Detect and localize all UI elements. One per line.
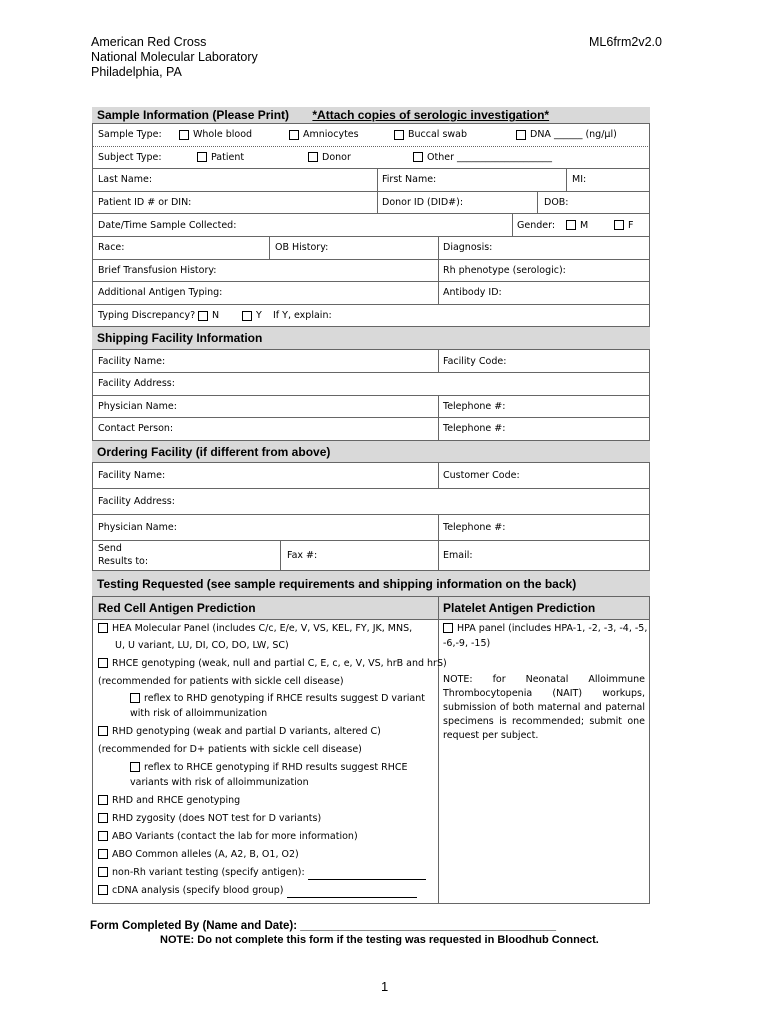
facility-code-field[interactable]: Facility Code: (443, 355, 507, 367)
shipping-address-field[interactable]: Facility Address: (98, 378, 175, 390)
ordering-physician-field[interactable]: Physician Name: (98, 521, 177, 533)
attach-note: *Attach copies of serologic investigation* (312, 108, 550, 122)
shipping-facility-name-field[interactable]: Facility Name: (98, 355, 166, 367)
contact-telephone-field[interactable]: Telephone #: (443, 423, 506, 435)
reflex-rhce-continued: variants with risk of alloimmunization (130, 776, 309, 788)
discrepancy-no-option[interactable]: N (198, 305, 219, 327)
checkbox-icon[interactable] (198, 311, 208, 321)
send-results-row (92, 541, 650, 571)
reflex-rhd-option[interactable]: reflex to RHD genotyping if RHCE results suggest D variant (130, 692, 425, 706)
rhce-recommendation: (recommended for patients with sickle cell disease) (98, 675, 344, 687)
checkbox-icon[interactable] (413, 152, 423, 162)
ordering-physician-row (92, 515, 650, 541)
checkbox-icon[interactable] (130, 693, 140, 703)
rhd-recommendation: (recommended for D+ patients with sickle cell disease) (98, 743, 362, 755)
bloodhub-notice: NOTE: Do not complete this form if the testing was requested in Bloodhub Connect. (160, 934, 599, 946)
checkbox-icon[interactable] (98, 623, 108, 633)
antigen-typing-field[interactable]: Additional Antigen Typing: (98, 287, 223, 299)
discrepancy-yes-option[interactable]: Y (242, 305, 262, 327)
checkbox-icon[interactable] (98, 726, 108, 736)
cdna-option[interactable]: cDNA analysis (specify blood group) (98, 884, 417, 898)
checkbox-icon[interactable] (98, 795, 108, 805)
subject-type-label: Subject Type: (98, 151, 162, 163)
hea-panel-continued: U, U variant, LU, DI, CO, DO, LW, SC) (115, 639, 289, 651)
testing-subheaders (93, 597, 649, 620)
form-id: ML6frm2v2.0 (589, 35, 662, 49)
org-location: Philadelphia, PA (91, 65, 182, 79)
ordering-address-field[interactable]: Facility Address: (98, 495, 175, 507)
last-name-field[interactable]: Last Name: (98, 174, 153, 186)
shipping-physician-row (92, 396, 650, 419)
rhd-zygosity-option[interactable]: RHD zygosity (does NOT test for D variants) (98, 812, 321, 826)
shipping-telephone-field[interactable]: Telephone #: (443, 400, 506, 412)
checkbox-icon[interactable] (98, 658, 108, 668)
checkbox-icon[interactable] (394, 130, 404, 140)
shipping-section-header: Shipping Facility Information (92, 327, 650, 350)
org-name: American Red Cross (91, 35, 207, 49)
checkbox-icon[interactable] (197, 152, 207, 162)
checkbox-icon[interactable] (130, 762, 140, 772)
header-organization (91, 35, 258, 80)
reflex-rhd-continued: with risk of alloimmunization (130, 707, 268, 719)
sample-type-row (92, 124, 650, 147)
diagnosis-field[interactable]: Diagnosis: (443, 242, 493, 254)
customer-code-field[interactable]: Customer Code: (443, 469, 520, 481)
checkbox-icon[interactable] (179, 130, 189, 140)
gender-label: Gender: (517, 219, 556, 231)
shipping-contact-row (92, 418, 650, 441)
race-field[interactable]: Race: (98, 242, 125, 254)
ordering-address-row (92, 489, 650, 515)
abo-common-option[interactable]: ABO Common alleles (A, A2, B, O1, O2) (98, 848, 299, 862)
testing-panel (92, 597, 650, 904)
whole-blood-option[interactable]: Whole blood (179, 124, 252, 146)
rhd-rhce-option[interactable]: RHD and RHCE genotyping (98, 794, 240, 808)
fax-field[interactable]: Fax #: (287, 549, 318, 561)
ordering-telephone-field[interactable]: Telephone #: (443, 521, 506, 533)
sample-section-title: Sample Information (Please Print) (97, 108, 290, 122)
non-rh-blank[interactable] (308, 879, 426, 880)
cdna-blank[interactable] (287, 897, 417, 898)
checkbox-icon[interactable] (98, 831, 108, 841)
subject-type-row (92, 147, 650, 170)
other-option[interactable]: Other ____________________ (413, 147, 552, 169)
gender-m-option[interactable]: M (566, 214, 588, 236)
hpa-panel-continued: -6,-9, -15) (443, 637, 491, 649)
abo-variants-option[interactable]: ABO Variants (contact the lab for more information) (98, 830, 358, 844)
red-cell-title: Red Cell Antigen Prediction (98, 600, 256, 615)
contact-person-field[interactable]: Contact Person: (98, 423, 174, 435)
shipping-address-row (92, 373, 650, 396)
testing-section-header: Testing Requested (see sample requirements and shipping information on the back) (92, 571, 650, 597)
dna-option[interactable]: DNA ______ (ng/µl) (516, 124, 617, 146)
patient-id-field[interactable]: Patient ID # or DIN: (98, 197, 192, 209)
transfusion-field[interactable]: Brief Transfusion History: (98, 264, 217, 276)
race-row (92, 237, 650, 260)
dob-field[interactable]: DOB: (544, 197, 569, 209)
requisition-form (92, 107, 650, 904)
reflex-rhce-option[interactable]: reflex to RHCE genotyping if RHD results suggest RHCE (130, 761, 407, 775)
checkbox-icon[interactable] (98, 867, 108, 877)
checkbox-icon[interactable] (289, 130, 299, 140)
hea-panel-option[interactable]: HEA Molecular Panel (includes C/c, E/e, V, VS, KEL, FY, JK, MNS, (98, 622, 412, 636)
id-row (92, 192, 650, 215)
checkbox-icon[interactable] (308, 152, 318, 162)
checkbox-icon[interactable] (98, 849, 108, 859)
form-completed-by[interactable]: Form Completed By (Name and Date): ________________________________________ (90, 920, 557, 932)
rh-phenotype-field[interactable]: Rh phenotype (serologic): (443, 264, 566, 276)
sample-type-label: Sample Type: (98, 129, 162, 141)
hpa-panel-option[interactable]: HPA panel (includes HPA-1, -2, -3, -4, -5, (443, 622, 647, 636)
donor-option[interactable]: Donor (308, 147, 351, 169)
discrepancy-row (92, 305, 650, 328)
shipping-physician-field[interactable]: Physician Name: (98, 400, 177, 412)
checkbox-icon[interactable] (614, 220, 624, 230)
donor-id-field[interactable]: Donor ID (DID#): (382, 197, 464, 209)
checkbox-icon[interactable] (98, 885, 108, 895)
ordering-section-header: Ordering Facility (if different from above) (92, 441, 650, 463)
checkbox-icon[interactable] (566, 220, 576, 230)
send-results-label: Send Results to: (98, 543, 149, 568)
email-field[interactable]: Email: (443, 549, 473, 561)
ordering-facility-name-field[interactable]: Facility Name: (98, 469, 166, 481)
platelet-title: Platelet Antigen Prediction (443, 600, 596, 615)
mi-field[interactable]: MI: (572, 174, 587, 186)
antibody-id-field[interactable]: Antibody ID: (443, 287, 502, 299)
transfusion-row (92, 260, 650, 283)
patient-option[interactable]: Patient (197, 147, 244, 169)
rhce-genotyping-option[interactable]: RHCE genotyping (weak, null and partial C, E, c, e, V, VS, hrB and hrS) (98, 657, 447, 671)
org-lab: National Molecular Laboratory (91, 50, 258, 64)
nait-note: NOTE: for Neonatal Alloimmune Thrombocytopenia (NAIT) workups, submission of both maternal and paternal specimens is recommended; submit one request per subject. (443, 673, 645, 741)
page-number: 1 (381, 979, 389, 994)
antigen-row (92, 282, 650, 305)
ob-history-field[interactable]: OB History: (275, 242, 329, 254)
shipping-facility-row (92, 350, 650, 373)
typing-discrepancy-label: Typing Discrepancy? (98, 310, 196, 322)
buccal-swab-option[interactable]: Buccal swab (394, 124, 467, 146)
amniocytes-option[interactable]: Amniocytes (289, 124, 359, 146)
collection-row (92, 214, 650, 237)
checkbox-icon[interactable] (516, 130, 526, 140)
discrepancy-explain-field[interactable]: If Y, explain: (273, 310, 332, 322)
checkbox-icon[interactable] (242, 311, 252, 321)
rhd-genotyping-option[interactable]: RHD genotyping (weak and partial D variants, altered C) (98, 725, 381, 739)
first-name-field[interactable]: First Name: (382, 174, 437, 186)
name-row (92, 169, 650, 192)
non-rh-option[interactable]: non-Rh variant testing (specify antigen): (98, 866, 426, 880)
checkbox-icon[interactable] (98, 813, 108, 823)
gender-f-option[interactable]: F (614, 214, 633, 236)
checkbox-icon[interactable] (443, 623, 453, 633)
sample-section-header (92, 107, 650, 124)
ordering-facility-row (92, 463, 650, 489)
datetime-field[interactable]: Date/Time Sample Collected: (98, 219, 237, 231)
